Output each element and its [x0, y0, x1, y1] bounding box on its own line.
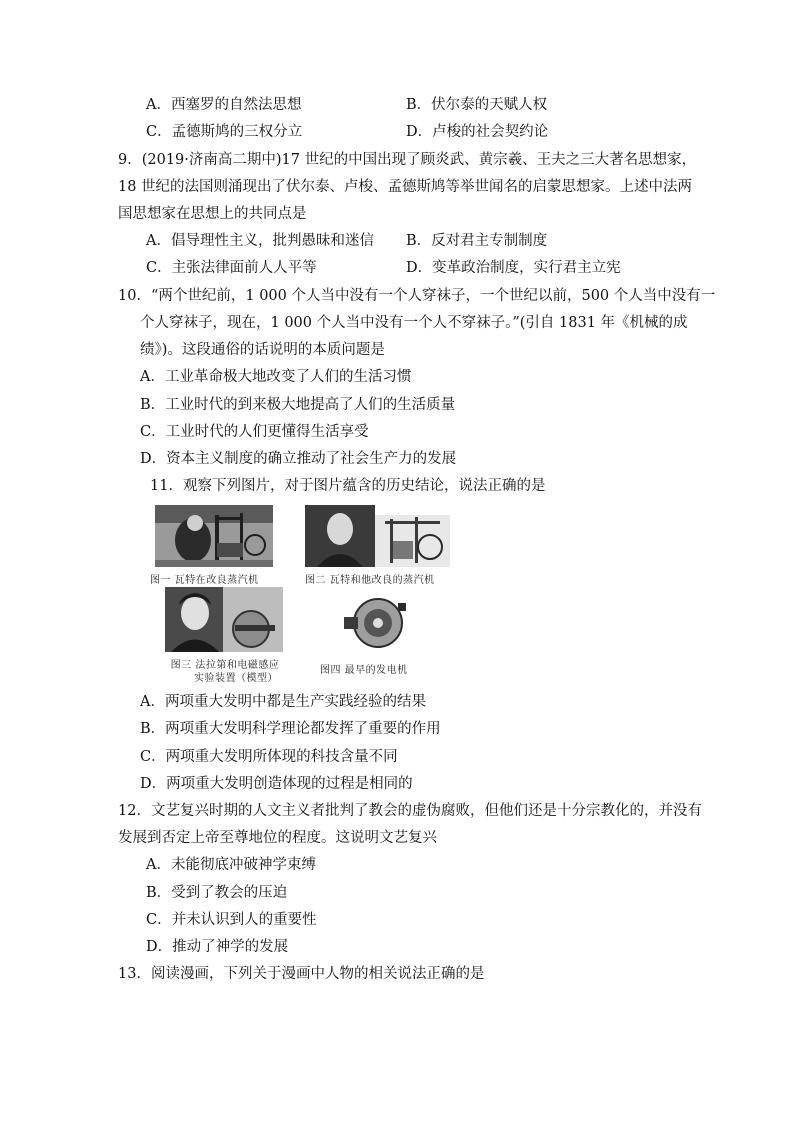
q11-option-d: D．两项重大发明创造体现的过程是相同的: [140, 776, 413, 792]
q12-stem-line1: 12．文艺复兴时期的人文主义者批判了教会的虚伪腐败，但他们还是十分宗教化的，并没有: [118, 803, 702, 819]
q12-option-c: C．并未认识到人的重要性: [146, 912, 317, 928]
figure-3-image: [165, 587, 283, 652]
figure-2-caption: 图二 瓦特和他改良的蒸汽机: [305, 575, 435, 586]
q9-option-b: B．反对君主专制制度: [406, 233, 548, 249]
q9-option-a: A．倡导理性主义，批判愚昧和迷信: [146, 233, 374, 249]
q8-option-d: D．卢梭的社会契约论: [406, 124, 549, 140]
figure-3-caption-line1: 图三 法拉第和电磁感应: [170, 660, 280, 671]
q11-option-c: C．两项重大发明所体现的科技含量不同: [140, 749, 398, 765]
q9-stem-line1: 9．(2019·济南高二期中)17 世纪的中国出现了顾炎武、黄宗羲、王夫之三大著名思想家，: [118, 152, 697, 168]
q12-option-d: D．推动了神学的发展: [146, 939, 289, 955]
q9-option-d: D．变革政治制度，实行君主立宪: [406, 260, 621, 276]
q9-option-c: C．主张法律面前人人平等: [146, 260, 317, 276]
watt-steam-engine-illustration: [155, 505, 273, 567]
figure-4-caption: 图四 最早的发电机: [320, 665, 408, 676]
figure-4-image: [340, 593, 412, 653]
q8-option-c: C．孟德斯鸠的三权分立: [146, 124, 303, 140]
figure-1-caption: 图一 瓦特在改良蒸汽机: [150, 575, 259, 586]
q12-stem-line2: 发展到否定上帝至尊地位的程度。这说明文艺复兴: [118, 830, 437, 846]
q10-option-b: B．工业时代的到来极大地提高了人们的生活质量: [140, 397, 456, 413]
q10-option-d: D．资本主义制度的确立推动了社会生产力的发展: [140, 451, 457, 467]
q10-stem-line3: 绩》)。这段通俗的话说明的本质问题是: [140, 342, 385, 358]
figure-2-image: [305, 505, 450, 567]
figure-3-caption-line2: 实验装置（模型）: [194, 673, 278, 684]
figure-1-image: [155, 505, 273, 567]
q11-option-b: B．两项重大发明科学理论都发挥了重要的作用: [140, 721, 441, 737]
q11-stem: 11．观察下列图片，对于图片蕴含的历史结论，说法正确的是: [150, 478, 546, 494]
figure-3-caption: [150, 659, 300, 685]
q8-option-a: A．西塞罗的自然法思想: [146, 97, 302, 113]
watt-portrait-and-engine-illustration: [305, 505, 450, 567]
faraday-induction-illustration: [165, 587, 283, 652]
q12-option-b: B．受到了教会的压迫: [146, 885, 288, 901]
q10-stem-line2: 个人穿袜子，现在，1 000 个人当中没有一个人不穿袜子。”(引自 1831 年《机械的成: [140, 315, 688, 331]
q10-option-a: A．工业革命极大地改变了人们的生活习惯: [140, 369, 412, 385]
q9-stem-line3: 国思想家在思想上的共同点是: [118, 206, 307, 222]
q8-option-b: B．伏尔泰的天赋人权: [406, 97, 548, 113]
q13-stem: 13．阅读漫画，下列关于漫画中人物的相关说法正确的是: [118, 966, 485, 982]
q12-option-a: A．未能彻底冲破神学束缚: [146, 857, 316, 873]
q10-option-c: C．工业时代的人们更懂得生活享受: [140, 424, 369, 440]
generator-illustration: [340, 593, 412, 653]
q9-stem-line2: 18 世纪的法国则涌现出了伏尔泰、卢梭、孟德斯鸠等举世闻名的启蒙思想家。上述中法两: [118, 179, 693, 195]
q11-option-a: A．两项重大发明中都是生产实践经验的结果: [140, 694, 426, 710]
q10-stem-line1: 10．“两个世纪前，1 000 个人当中没有一个人穿袜子，一个世纪以前，500 个人当中没有一: [118, 288, 716, 304]
